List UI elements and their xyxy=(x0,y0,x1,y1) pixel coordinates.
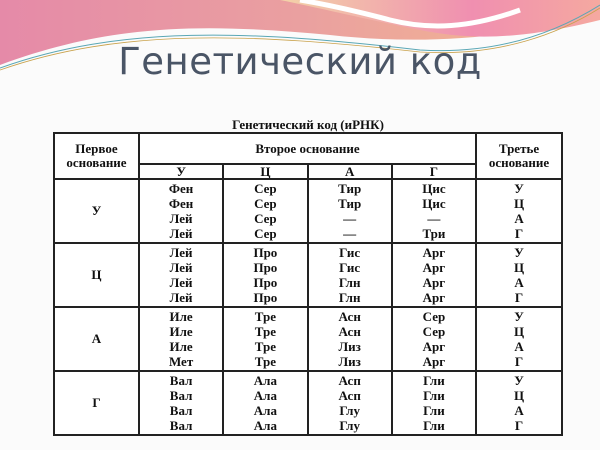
amino-acid: Арг xyxy=(422,339,446,354)
amino-acid-cell xyxy=(223,307,307,371)
amino-acid: Мет xyxy=(168,354,194,369)
third-base-label: Ц xyxy=(513,260,525,275)
amino-acid-cell xyxy=(139,243,223,307)
third-base-label: Ц xyxy=(513,324,525,339)
slide-title: Генетический код xyxy=(118,40,482,83)
amino-acid: Лей xyxy=(169,290,193,305)
amino-acid: Три xyxy=(422,226,446,241)
amino-acid: Гис xyxy=(339,245,361,260)
amino-acid: Арг xyxy=(422,275,446,290)
amino-acid-cell xyxy=(392,371,476,435)
amino-acid: Про xyxy=(253,275,278,290)
codon-group-row xyxy=(54,243,562,307)
amino-acid: Иле xyxy=(169,339,193,354)
third-base-label: Г xyxy=(514,354,524,369)
amino-acid: Асп xyxy=(338,373,361,388)
amino-acid: Лиз xyxy=(338,354,361,369)
amino-acid-cell xyxy=(392,243,476,307)
third-base-cell xyxy=(476,307,562,371)
amino-acid-cell xyxy=(308,371,392,435)
amino-acid-cell xyxy=(223,371,307,435)
amino-acid: Тир xyxy=(338,181,362,196)
amino-acid: Вал xyxy=(169,403,193,418)
amino-acid: Сер xyxy=(422,309,446,324)
amino-acid-cell xyxy=(139,179,223,243)
amino-acid: Ала xyxy=(253,418,277,433)
amino-acid: Иле xyxy=(169,324,193,339)
third-base-label: А xyxy=(514,403,524,418)
third-base-label: У xyxy=(514,181,524,196)
amino-acid-cell xyxy=(139,307,223,371)
amino-acid: Тир xyxy=(338,196,362,211)
amino-acid: Цис xyxy=(422,196,446,211)
amino-acid: Сер xyxy=(254,181,277,196)
codon-group-row xyxy=(54,179,562,243)
codon-group-row xyxy=(54,307,562,371)
amino-acid: Сер xyxy=(254,226,277,241)
amino-acid: Тре xyxy=(254,354,276,369)
amino-acid-cell xyxy=(139,371,223,435)
amino-acid: Про xyxy=(253,290,278,305)
third-base-cell xyxy=(476,179,562,243)
amino-acid: Сер xyxy=(254,196,277,211)
amino-acid: Лей xyxy=(169,245,193,260)
amino-acid: Сер xyxy=(254,211,277,226)
amino-acid: Сер xyxy=(422,324,446,339)
second-base-label: А xyxy=(308,164,392,179)
amino-acid: Асп xyxy=(338,388,361,403)
third-base-label: А xyxy=(514,211,524,226)
amino-acid: Тре xyxy=(254,324,276,339)
amino-acid: Лиз xyxy=(338,339,361,354)
amino-acid-cell xyxy=(308,243,392,307)
second-base-label: У xyxy=(139,164,223,179)
amino-acid: Глн xyxy=(338,275,361,290)
amino-acid: Вал xyxy=(169,418,193,433)
amino-acid: Ала xyxy=(253,403,277,418)
amino-acid-cell xyxy=(223,179,307,243)
second-base-label: Ц xyxy=(223,164,307,179)
amino-acid: Вал xyxy=(169,388,193,403)
amino-acid: Ала xyxy=(253,373,277,388)
third-base-cell xyxy=(476,243,562,307)
third-base-label: Г xyxy=(514,226,524,241)
amino-acid: Фен xyxy=(168,181,194,196)
amino-acid: — xyxy=(343,226,357,241)
amino-acid: Лей xyxy=(169,275,193,290)
amino-acid: Про xyxy=(253,245,278,260)
amino-acid: Арг xyxy=(422,290,446,305)
amino-acid: Лей xyxy=(169,226,193,241)
first-base-label: У xyxy=(54,179,139,243)
third-base-label: У xyxy=(514,373,524,388)
amino-acid: Арг xyxy=(422,354,446,369)
first-base-label: Г xyxy=(54,371,139,435)
third-base-label: Ц xyxy=(513,388,525,403)
amino-acid: Лей xyxy=(169,211,193,226)
third-base-label: Г xyxy=(514,290,524,305)
table-caption: Генетический код (иРНК) xyxy=(232,117,384,132)
amino-acid: Фен xyxy=(168,196,194,211)
amino-acid: Глу xyxy=(339,403,360,418)
amino-acid: Гли xyxy=(423,373,445,388)
amino-acid: Гли xyxy=(423,403,445,418)
third-base-label: У xyxy=(514,309,524,324)
amino-acid: Иле xyxy=(169,309,193,324)
amino-acid: — xyxy=(343,211,357,226)
header-second-base: Второе основание xyxy=(139,133,476,164)
amino-acid: Арг xyxy=(422,260,446,275)
amino-acid: Гли xyxy=(423,388,445,403)
first-base-label: А xyxy=(54,307,139,371)
amino-acid: Ала xyxy=(253,388,277,403)
third-base-label: У xyxy=(514,245,524,260)
amino-acid-cell xyxy=(223,243,307,307)
header-first-base: Первое основание xyxy=(54,133,139,179)
amino-acid: Глн xyxy=(338,290,361,305)
amino-acid-cell xyxy=(392,307,476,371)
first-base-label: Ц xyxy=(54,243,139,307)
amino-acid: Арг xyxy=(422,245,446,260)
codon-group-row xyxy=(54,371,562,435)
amino-acid-cell xyxy=(392,179,476,243)
third-base-label: Ц xyxy=(513,196,525,211)
header-row xyxy=(54,133,562,164)
genetic-code-table xyxy=(53,132,563,436)
third-base-label: Г xyxy=(514,418,524,433)
second-base-label: Г xyxy=(392,164,476,179)
amino-acid: Лей xyxy=(169,260,193,275)
amino-acid: Асн xyxy=(338,309,361,324)
amino-acid: Асн xyxy=(338,324,361,339)
amino-acid-cell xyxy=(308,179,392,243)
third-base-cell xyxy=(476,371,562,435)
amino-acid: Тре xyxy=(254,309,276,324)
amino-acid: Гли xyxy=(423,418,445,433)
amino-acid: Вал xyxy=(169,373,193,388)
amino-acid: Тре xyxy=(254,339,276,354)
third-base-label: А xyxy=(514,275,524,290)
amino-acid: Глу xyxy=(339,418,360,433)
amino-acid: — xyxy=(427,211,441,226)
amino-acid: Про xyxy=(253,260,278,275)
amino-acid: Гис xyxy=(339,260,361,275)
third-base-label: А xyxy=(514,339,524,354)
amino-acid: Цис xyxy=(422,181,446,196)
header-third-base: Третье основание xyxy=(476,133,562,179)
amino-acid-cell xyxy=(308,307,392,371)
